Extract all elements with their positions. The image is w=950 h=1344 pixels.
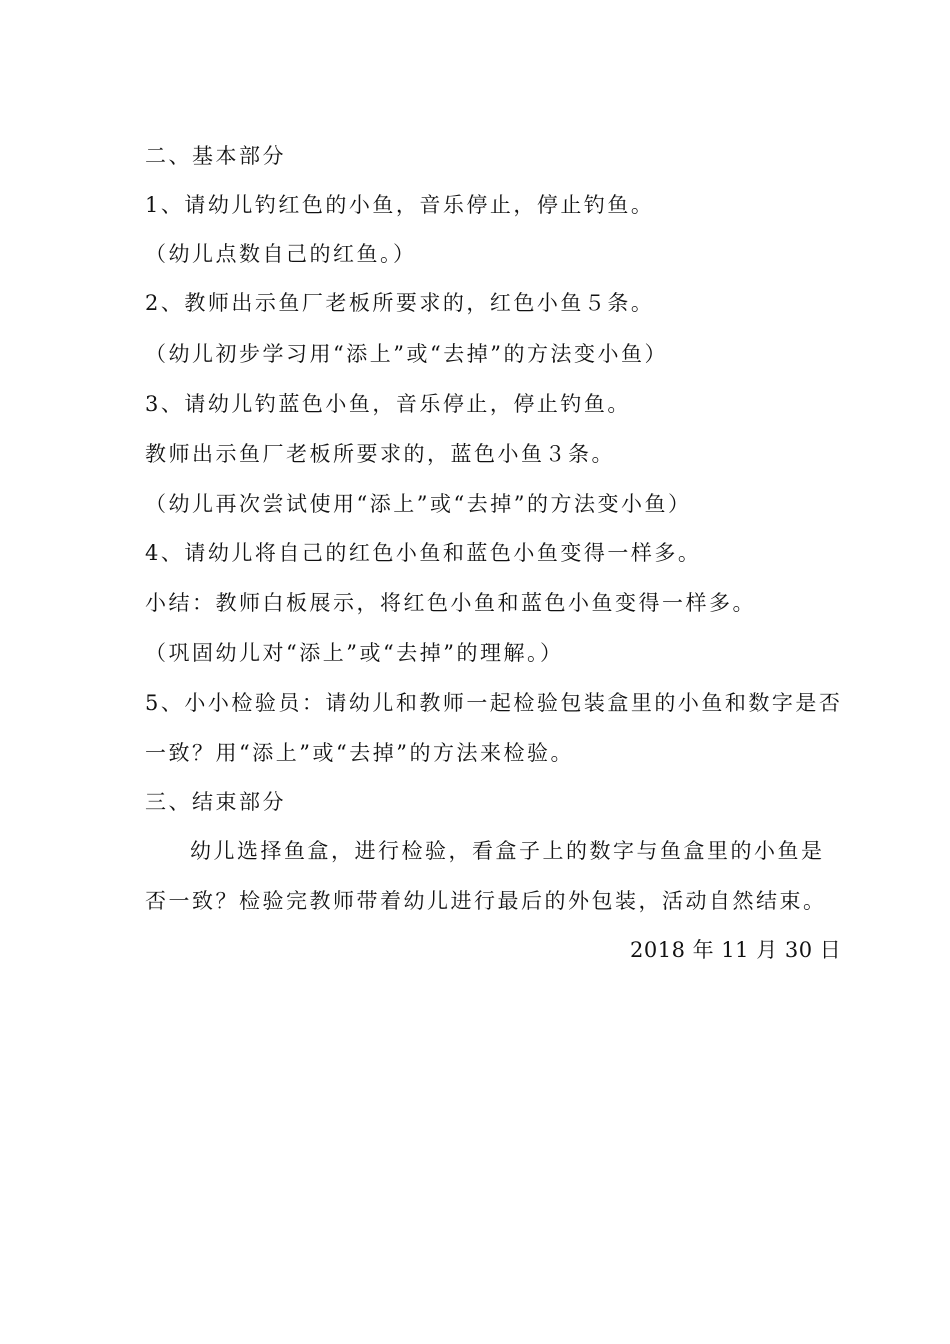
- section-heading-basic: 二、基本部分: [145, 144, 286, 168]
- paragraph-ending: 幼儿选择鱼盒，进行检验，看盒子上的数字与鱼盒里的小鱼是: [190, 839, 825, 863]
- paragraph-step-3: 3、请幼儿钓蓝色小鱼，音乐停止，停止钓鱼。: [145, 392, 631, 416]
- paragraph-step-4: 4、请幼儿将自己的红色小鱼和蓝色小鱼变得一样多。: [145, 541, 702, 565]
- paragraph-note-3: （幼儿再次尝试使用“添上”或“去掉”的方法变小鱼）: [145, 492, 692, 516]
- paragraph-step-3-detail: 教师出示鱼厂老板所要求的，蓝色小鱼３条。: [145, 442, 615, 466]
- paragraph-step-5-continued: 一致？用“添上”或“去掉”的方法来检验。: [145, 741, 574, 765]
- section-heading-ending: 三、结束部分: [145, 790, 286, 814]
- paragraph-step-1: 1、请幼儿钓红色的小鱼，音乐停止，停止钓鱼。: [145, 193, 655, 217]
- paragraph-note-4: （巩固幼儿对“添上”或“去掉”的理解。）: [145, 641, 564, 665]
- paragraph-step-2: 2、教师出示鱼厂老板所要求的，红色小鱼５条。: [145, 291, 655, 315]
- paragraph-summary: 小结：教师白板展示，将红色小鱼和蓝色小鱼变得一样多。: [145, 591, 756, 615]
- document-date: 2018 年 11 月 30 日: [630, 938, 842, 962]
- paragraph-step-5: 5、小小检验员：请幼儿和教师一起检验包装盒里的小鱼和数字是否: [145, 691, 843, 715]
- paragraph-note-1: （幼儿点数自己的红鱼。）: [145, 242, 417, 266]
- paragraph-ending-continued: 否一致？检验完教师带着幼儿进行最后的外包装，活动自然结束。: [145, 889, 827, 913]
- paragraph-note-2: （幼儿初步学习用“添上”或“去掉”的方法变小鱼）: [145, 342, 668, 366]
